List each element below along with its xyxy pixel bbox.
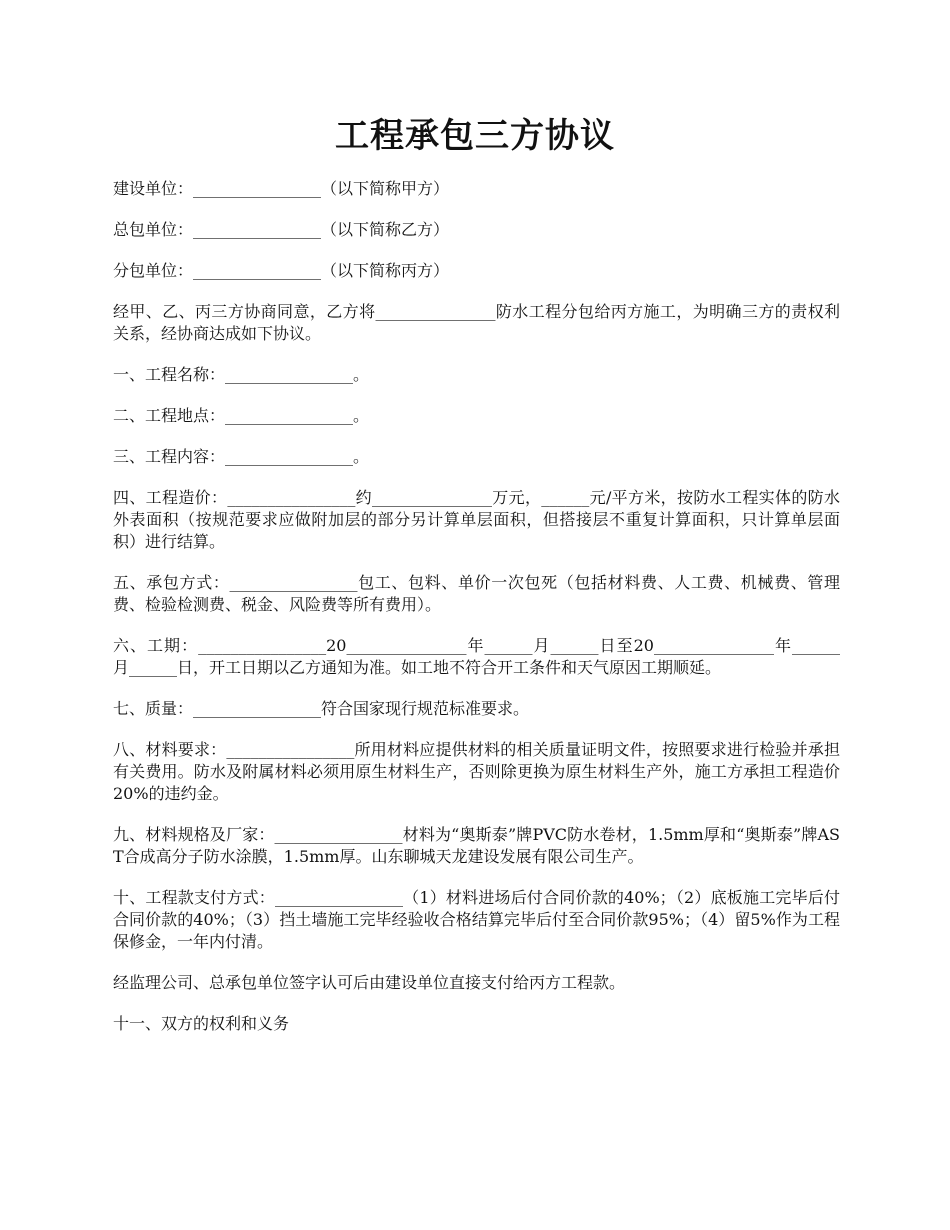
clause-party-b: 总包单位：________________（以下简称乙方） <box>113 220 450 239</box>
clause-project-location: 二、工程地点：________________。 <box>113 406 370 425</box>
document-body <box>113 178 840 1054</box>
document-title: 工程承包三方协议 <box>335 116 615 156</box>
clause-party-a: 建设单位：________________（以下简称甲方） <box>113 179 450 198</box>
clause-project-cost: 四、工程造价：________________约_______________万元，______元/平方米，按防水工程实体的防水外表面积（按规范要求应做附加层的部分另计算单层面积，但搭接层不重复计算面积，只计算单层面积）进行结算。 <box>113 488 840 551</box>
clause-contract-method: 五、承包方式：________________包工、包料、单价一次包死（包括材料费、人工费、机械费、管理费、检验检测费、税金、风险费等所有费用）。 <box>113 573 840 614</box>
clause-project-name: 一、工程名称：________________。 <box>113 365 370 384</box>
clause-party-c: 分包单位：________________（以下简称丙方） <box>113 261 450 280</box>
clause-preamble: 经甲、乙、丙三方协商同意，乙方将_______________防水工程分包给丙方施工，为明确三方的责权利关系，经协商达成如下协议。 <box>113 302 840 343</box>
clause-schedule: 六、工期：________________20_______________年______月______日至20_______________年______月______日，开工日期以乙方通知为准。如工地不符合开工条件和天气原因工期顺延。 <box>113 636 840 677</box>
clause-material-specs: 九、材料规格及厂家：________________材料为“奥斯泰”牌PVC防水卷材，1.5mm厚和“奥斯泰”牌AST合成高分子防水涂膜，1.5mm厚。山东聊城天龙建设发展有限公司生产。 <box>113 825 840 866</box>
clause-material-requirements: 八、材料要求：________________所用材料应提供材料的相关质量证明文件，按照要求进行检验并承担有关费用。防水及附属材料必须用原生材料生产，否则除更换为原生材料生产外，施工方承担工程造价20%的违约金。 <box>113 740 840 803</box>
clause-rights-obligations: 十一、双方的权利和义务 <box>113 1014 290 1033</box>
clause-project-content: 三、工程内容：________________。 <box>113 447 370 466</box>
clause-payment-method: 十、工程款支付方式：________________（1）材料进场后付合同价款的40%；（2）底板施工完毕后付合同价款的40%；（3）挡土墙施工完毕经验收合格结算完毕后付至合同价款95%；（4）留5%作为工程保修金，一年内付清。 <box>113 888 840 951</box>
clause-quality: 七、质量：________________符合国家现行规范标准要求。 <box>113 699 530 718</box>
clause-payment-approval: 经监理公司、总承包单位签字认可后由建设单位直接支付给丙方工程款。 <box>113 973 626 992</box>
